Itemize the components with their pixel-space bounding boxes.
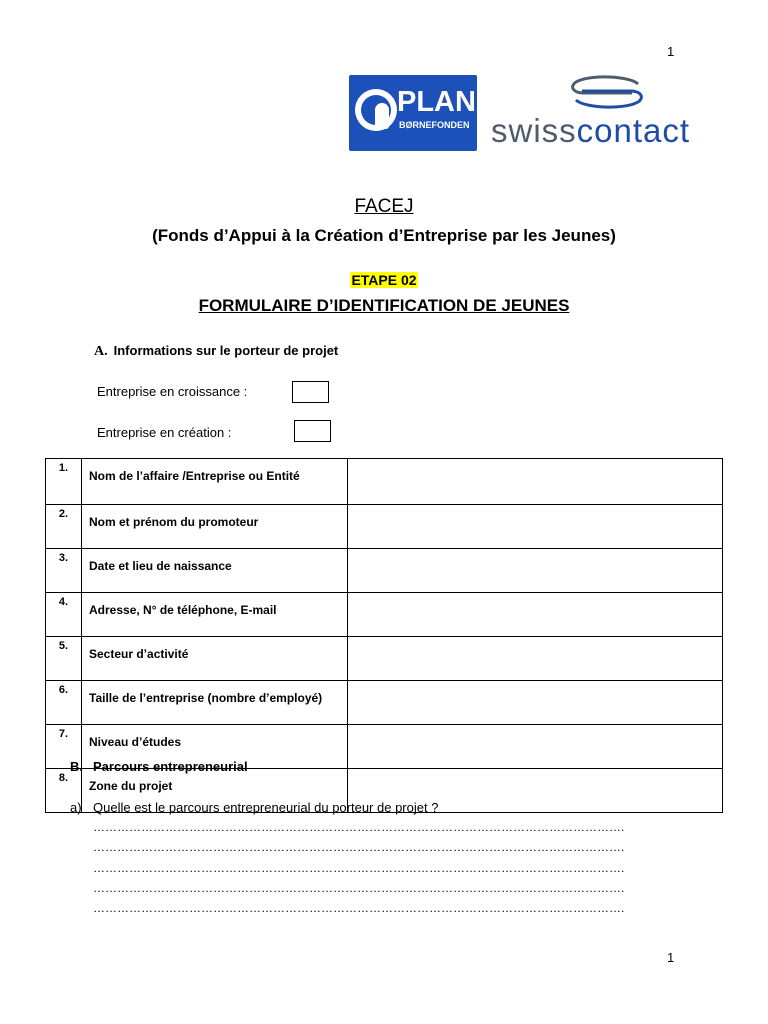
table-row bbox=[46, 593, 723, 637]
table-row bbox=[46, 505, 723, 549]
answer-line[interactable]: ……………………………………………………………………………………………………………………. bbox=[93, 840, 625, 854]
table-row bbox=[46, 459, 723, 505]
option-growth-checkbox[interactable] bbox=[292, 381, 329, 403]
row-number: 3. bbox=[46, 549, 82, 593]
row-input-cell[interactable] bbox=[348, 593, 723, 637]
row-number: 2. bbox=[46, 505, 82, 549]
section-a-heading: A. Informations sur le porteur de projet bbox=[94, 343, 339, 359]
row-label: Zone du projet bbox=[82, 769, 348, 813]
row-input-cell[interactable] bbox=[348, 637, 723, 681]
plan-borne-fonden-logo bbox=[349, 75, 477, 151]
step-label: ETAPE 02 bbox=[351, 272, 417, 288]
table-row bbox=[46, 549, 723, 593]
swisscontact-logo: swisscontact bbox=[491, 112, 691, 149]
row-label: Nom de l’affaire /Entreprise ou Entité bbox=[82, 459, 348, 505]
answer-line[interactable]: ……………………………………………………………………………………………………………………. bbox=[93, 820, 625, 834]
plan-logo-subtitle: BØRNEFONDEN bbox=[399, 120, 470, 130]
row-number: 4. bbox=[46, 593, 82, 637]
table-row bbox=[46, 681, 723, 725]
row-label: Nom et prénom du promoteur bbox=[82, 505, 348, 549]
row-label: Adresse, N° de téléphone, E-mail bbox=[82, 593, 348, 637]
row-number: 5. bbox=[46, 637, 82, 681]
document-subtitle: (Fonds d’Appui à la Création d’Entreprise par les Jeunes) bbox=[152, 226, 616, 245]
document-title: FACEJ bbox=[354, 196, 414, 217]
plan-emblem-icon bbox=[355, 89, 397, 131]
answer-line[interactable]: ……………………………………………………………………………………………………………………. bbox=[93, 881, 625, 895]
row-label: Date et lieu de naissance bbox=[82, 549, 348, 593]
row-number: 6. bbox=[46, 681, 82, 725]
row-number: 8. bbox=[46, 769, 82, 813]
row-label: Niveau d’études bbox=[82, 725, 348, 769]
swisscontact-mark-icon bbox=[568, 74, 646, 110]
option-creation-label: Entreprise en création : bbox=[97, 425, 232, 440]
row-number: 7. bbox=[46, 725, 82, 769]
row-input-cell[interactable] bbox=[348, 459, 723, 505]
row-label: Taille de l’entreprise (nombre d’employé) bbox=[82, 681, 348, 725]
plan-logo-word: PLAN bbox=[397, 86, 476, 118]
answer-line[interactable]: ……………………………………………………………………………………………………………………. bbox=[93, 901, 625, 915]
option-growth-label: Entreprise en croissance : bbox=[97, 384, 248, 399]
page-number-bottom: 1 bbox=[667, 950, 675, 965]
row-input-cell[interactable] bbox=[348, 549, 723, 593]
page-number-top: 1 bbox=[667, 44, 675, 59]
section-b-heading: B. Parcours entrepreneurial bbox=[70, 759, 248, 774]
question-a: a) Quelle est le parcours entrepreneurial du porteur de projet ? bbox=[70, 800, 439, 815]
row-label: Secteur d’activité bbox=[82, 637, 348, 681]
option-creation-checkbox[interactable] bbox=[294, 420, 331, 442]
row-input-cell[interactable] bbox=[348, 505, 723, 549]
row-number: 1. bbox=[46, 459, 82, 505]
row-input-cell[interactable] bbox=[348, 681, 723, 725]
table-row bbox=[46, 637, 723, 681]
answer-line[interactable]: ……………………………………………………………………………………………………………………. bbox=[93, 861, 625, 875]
form-title: FORMULAIRE D’IDENTIFICATION DE JEUNES bbox=[198, 296, 570, 315]
row-input-cell[interactable] bbox=[348, 725, 723, 769]
